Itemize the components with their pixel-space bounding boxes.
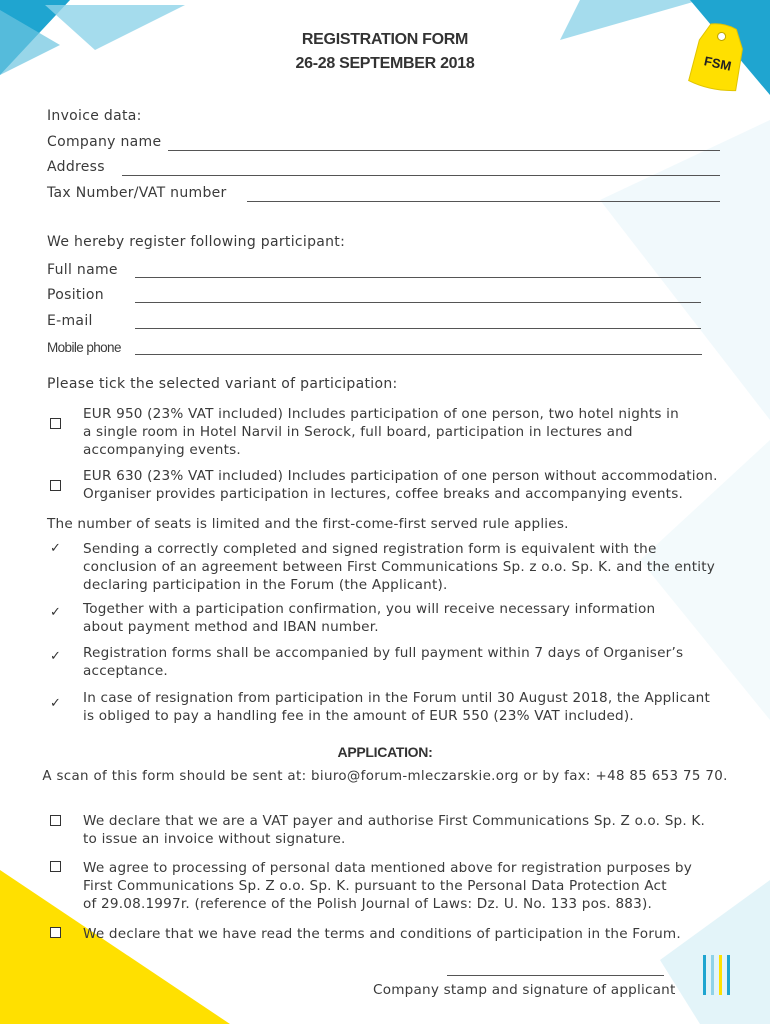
data-processing-declaration [83, 859, 692, 913]
terms-declaration [83, 925, 681, 943]
signature-field[interactable] [447, 975, 664, 976]
variant-630-checkbox[interactable] [50, 480, 61, 491]
tax-number-label: Tax Number/VAT number [47, 185, 227, 201]
rule-item [83, 600, 655, 636]
declaration-line: First Communications Sp. Z o.o. Sp. K. pursuant to the Personal Data Protection Act [83, 878, 667, 894]
declaration-line: We declare that we are a VAT payer and authorise First Communications Sp. Z o.o. Sp. K. [83, 813, 706, 829]
address-field[interactable] [122, 175, 720, 176]
signature-caption: Company stamp and signature of applicant [373, 982, 676, 998]
invoice-heading: Invoice data: [47, 108, 142, 124]
variant-630-line: EUR 630 (23% VAT included) Includes participation of one person without accommodation. [83, 468, 718, 484]
declaration-line: We declare that we have read the terms and conditions of participation in the Forum. [83, 926, 681, 942]
email-label: E-mail [47, 313, 93, 329]
rule-line: conclusion of an agreement between First Communications Sp. z o.o. Sp. K. and the entity [83, 559, 716, 575]
position-label: Position [47, 287, 104, 303]
rule-item [83, 540, 715, 594]
declaration-line: to issue an invoice without signature. [83, 831, 346, 847]
check-icon: ✓ [50, 605, 61, 620]
check-icon: ✓ [50, 696, 61, 711]
company-name-field[interactable] [168, 150, 720, 151]
application-instruction: A scan of this form should be sent at: biuro@forum-mleczarskie.org or by fax: +48 85 653 75 70. [42, 769, 728, 784]
variant-950-text [83, 405, 679, 459]
vat-payer-checkbox[interactable] [50, 815, 61, 826]
position-field[interactable] [135, 302, 701, 303]
company-name-label: Company name [47, 134, 162, 150]
rule-line: Together with a participation confirmation, you will receive necessary information [83, 601, 656, 617]
mobile-phone-field[interactable] [135, 354, 702, 355]
seats-rule: The number of seats is limited and the first-come-first served rule applies. [47, 516, 569, 532]
variant-950-checkbox[interactable] [50, 418, 61, 429]
logo-text: FSM [702, 53, 733, 74]
variant-630-line: Organiser provides participation in lectures, coffee breaks and accompanying events. [83, 486, 683, 502]
variant-950-line: a single room in Hotel Narvil in Serock, full board, participation in lectures and [83, 424, 633, 440]
rule-line: is obliged to pay a handling fee in the amount of EUR 550 (23% VAT included). [83, 708, 634, 724]
email-field[interactable] [135, 328, 701, 329]
form-dates: 26-28 SEPTEMBER 2018 [295, 55, 475, 72]
variant-950-line: accompanying events. [83, 442, 241, 458]
rule-line: In case of resignation from participation in the Forum until 30 August 2018, the Applicant [83, 690, 711, 706]
vat-payer-declaration [83, 812, 705, 848]
rule-line: Registration forms shall be accompanied by full payment within 7 days of Organiser’s [83, 645, 684, 661]
variants-heading: Please tick the selected variant of participation: [47, 376, 398, 392]
participant-heading: We hereby register following participant: [47, 234, 346, 250]
rule-item [83, 644, 683, 680]
form-title: REGISTRATION FORM [301, 31, 469, 48]
rule-item [83, 689, 710, 725]
variant-950-line: EUR 950 (23% VAT included) Includes participation of one person, two hotel nights in [83, 406, 679, 422]
address-label: Address [47, 159, 105, 175]
rule-line: acceptance. [83, 663, 168, 679]
declaration-line: We agree to processing of personal data mentioned above for registration purposes by [83, 860, 693, 876]
declaration-line: of 29.08.1997r. (reference of the Polish Journal of Laws: Dz. U. No. 133 pos. 883). [83, 896, 653, 912]
rule-line: declaring participation in the Forum (the Applicant). [83, 577, 448, 593]
full-name-label: Full name [47, 262, 118, 278]
check-icon: ✓ [50, 541, 61, 556]
mobile-phone-label: Mobile phone [47, 340, 121, 355]
terms-checkbox[interactable] [50, 927, 61, 938]
data-processing-checkbox[interactable] [50, 861, 61, 872]
variant-630-text [83, 467, 718, 503]
rule-line: Sending a correctly completed and signed registration form is equivalent with the [83, 541, 657, 557]
check-icon: ✓ [50, 649, 61, 664]
application-heading: APPLICATION: [337, 744, 433, 760]
full-name-field[interactable] [135, 277, 701, 278]
stripes-decoration [700, 955, 740, 997]
rule-line: about payment method and IBAN number. [83, 619, 379, 635]
tax-number-field[interactable] [247, 201, 720, 202]
